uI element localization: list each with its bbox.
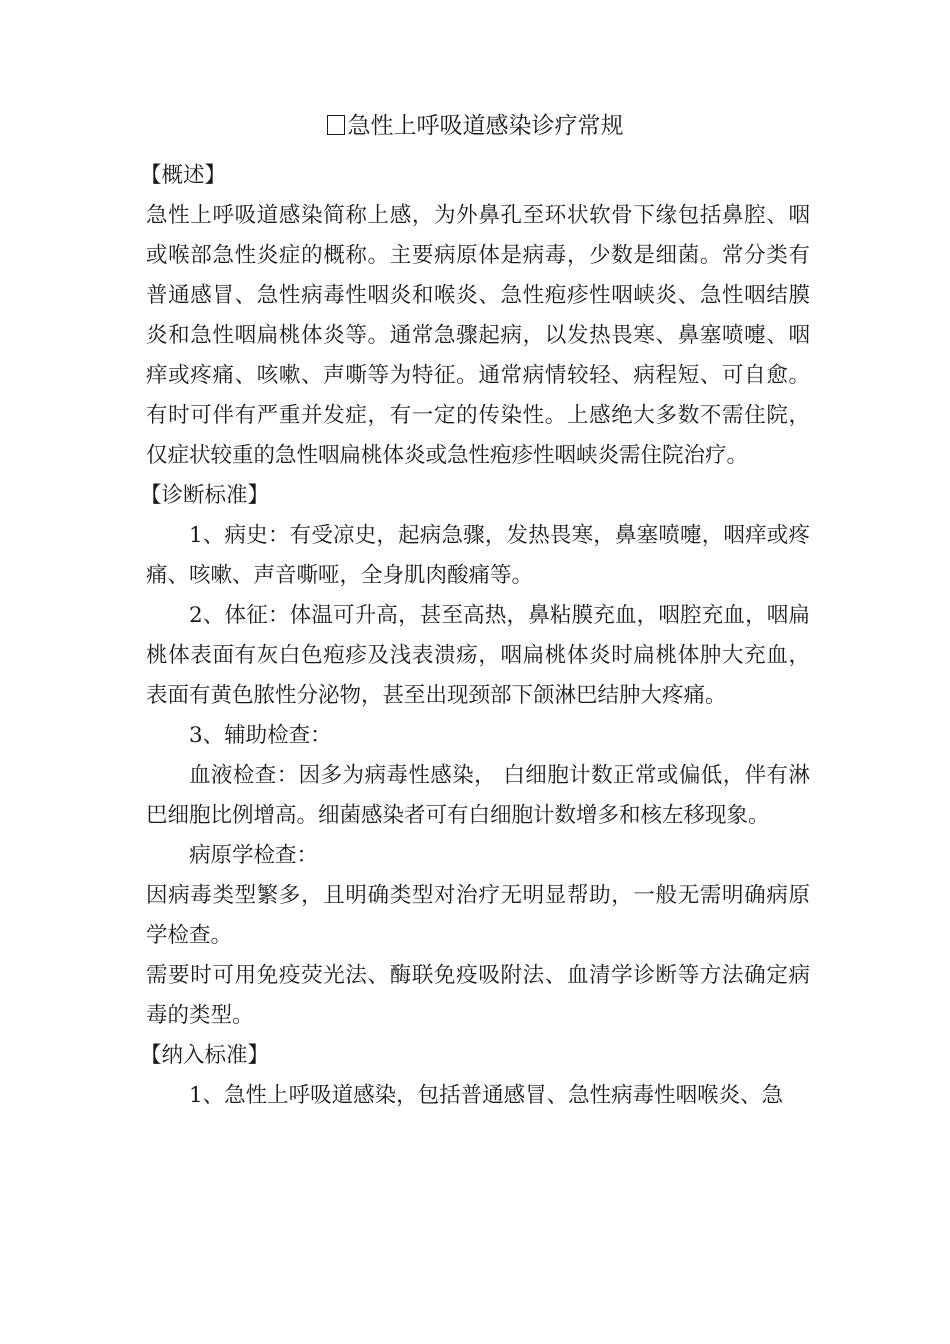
overview-text: 急性上呼吸道感染简称上感，为外鼻孔至环状软骨下缘包括鼻腔、咽或喉部急性炎症的概称。主要病原体是病毒，少数是细菌。常分类有普通感冒、急性病毒性咽炎和喉炎、急性疱疹性咽峡炎、急性咽结膜炎和急性咽扁桃体炎等。通常急骤起病，以发热畏寒、鼻塞喷嚏、咽痒或疼痛、咳嗽、声嘶等为特征。通常病情较轻、病程短、可自愈。有时可伴有严重并发症，有一定的传染性。上感绝大多数不需住院，仅症状较重的急性咽扁桃体炎或急性疱疹性咽峡炎需住院治疗。 [146,203,810,468]
inclusion-heading: 【纳入标准】 [140,1043,270,1068]
inclusion-paragraph-1: 1、急性上呼吸道感染，包括普通感冒、急性病毒性咽喉炎、急 [189,1083,784,1108]
history-paragraph: 1、病史：有受凉史，起病急骤，发热畏寒，鼻塞喷嚏，咽痒或疼痛、咳嗽、声音嘶哑，全身肌肉酸痛等。 [146,523,810,588]
pathogen-paragraph-2: 需要时可用免疫荧光法、酶联免疫吸附法、血清学诊断等方法确定病毒的类型。 [146,963,810,1028]
diagnosis-heading: 【诊断标准】 [140,483,270,508]
document-title-text: 急性上呼吸道感染诊疗常规 [347,113,624,139]
document-title [0,108,950,144]
overview-heading: 【概述】 [140,163,227,188]
aux-exam-paragraph: 3、辅助检查： [189,723,332,748]
checkbox-icon [327,115,345,135]
blood-test-paragraph: 血液检查：因多为病毒性感染， 白细胞计数正常或偏低，伴有淋巴细胞比例增高。细菌感染者可有白细胞计数增多和核左移现象。 [146,763,810,828]
pathogen-heading: 病原学检查： [189,843,319,868]
signs-paragraph: 2、体征：体温可升高，甚至高热，鼻粘膜充血，咽腔充血，咽扁桃体表面有灰白色疱疹及浅表溃疡，咽扁桃体炎时扁桃体肿大充血，表面有黄色脓性分泌物，甚至出现颈部下颌淋巴结肿大疼痛。 [146,603,810,708]
document-body [140,156,810,1116]
pathogen-paragraph-1: 因病毒类型繁多，且明确类型对治疗无明显帮助，一般无需明确病原学检查。 [146,883,810,948]
